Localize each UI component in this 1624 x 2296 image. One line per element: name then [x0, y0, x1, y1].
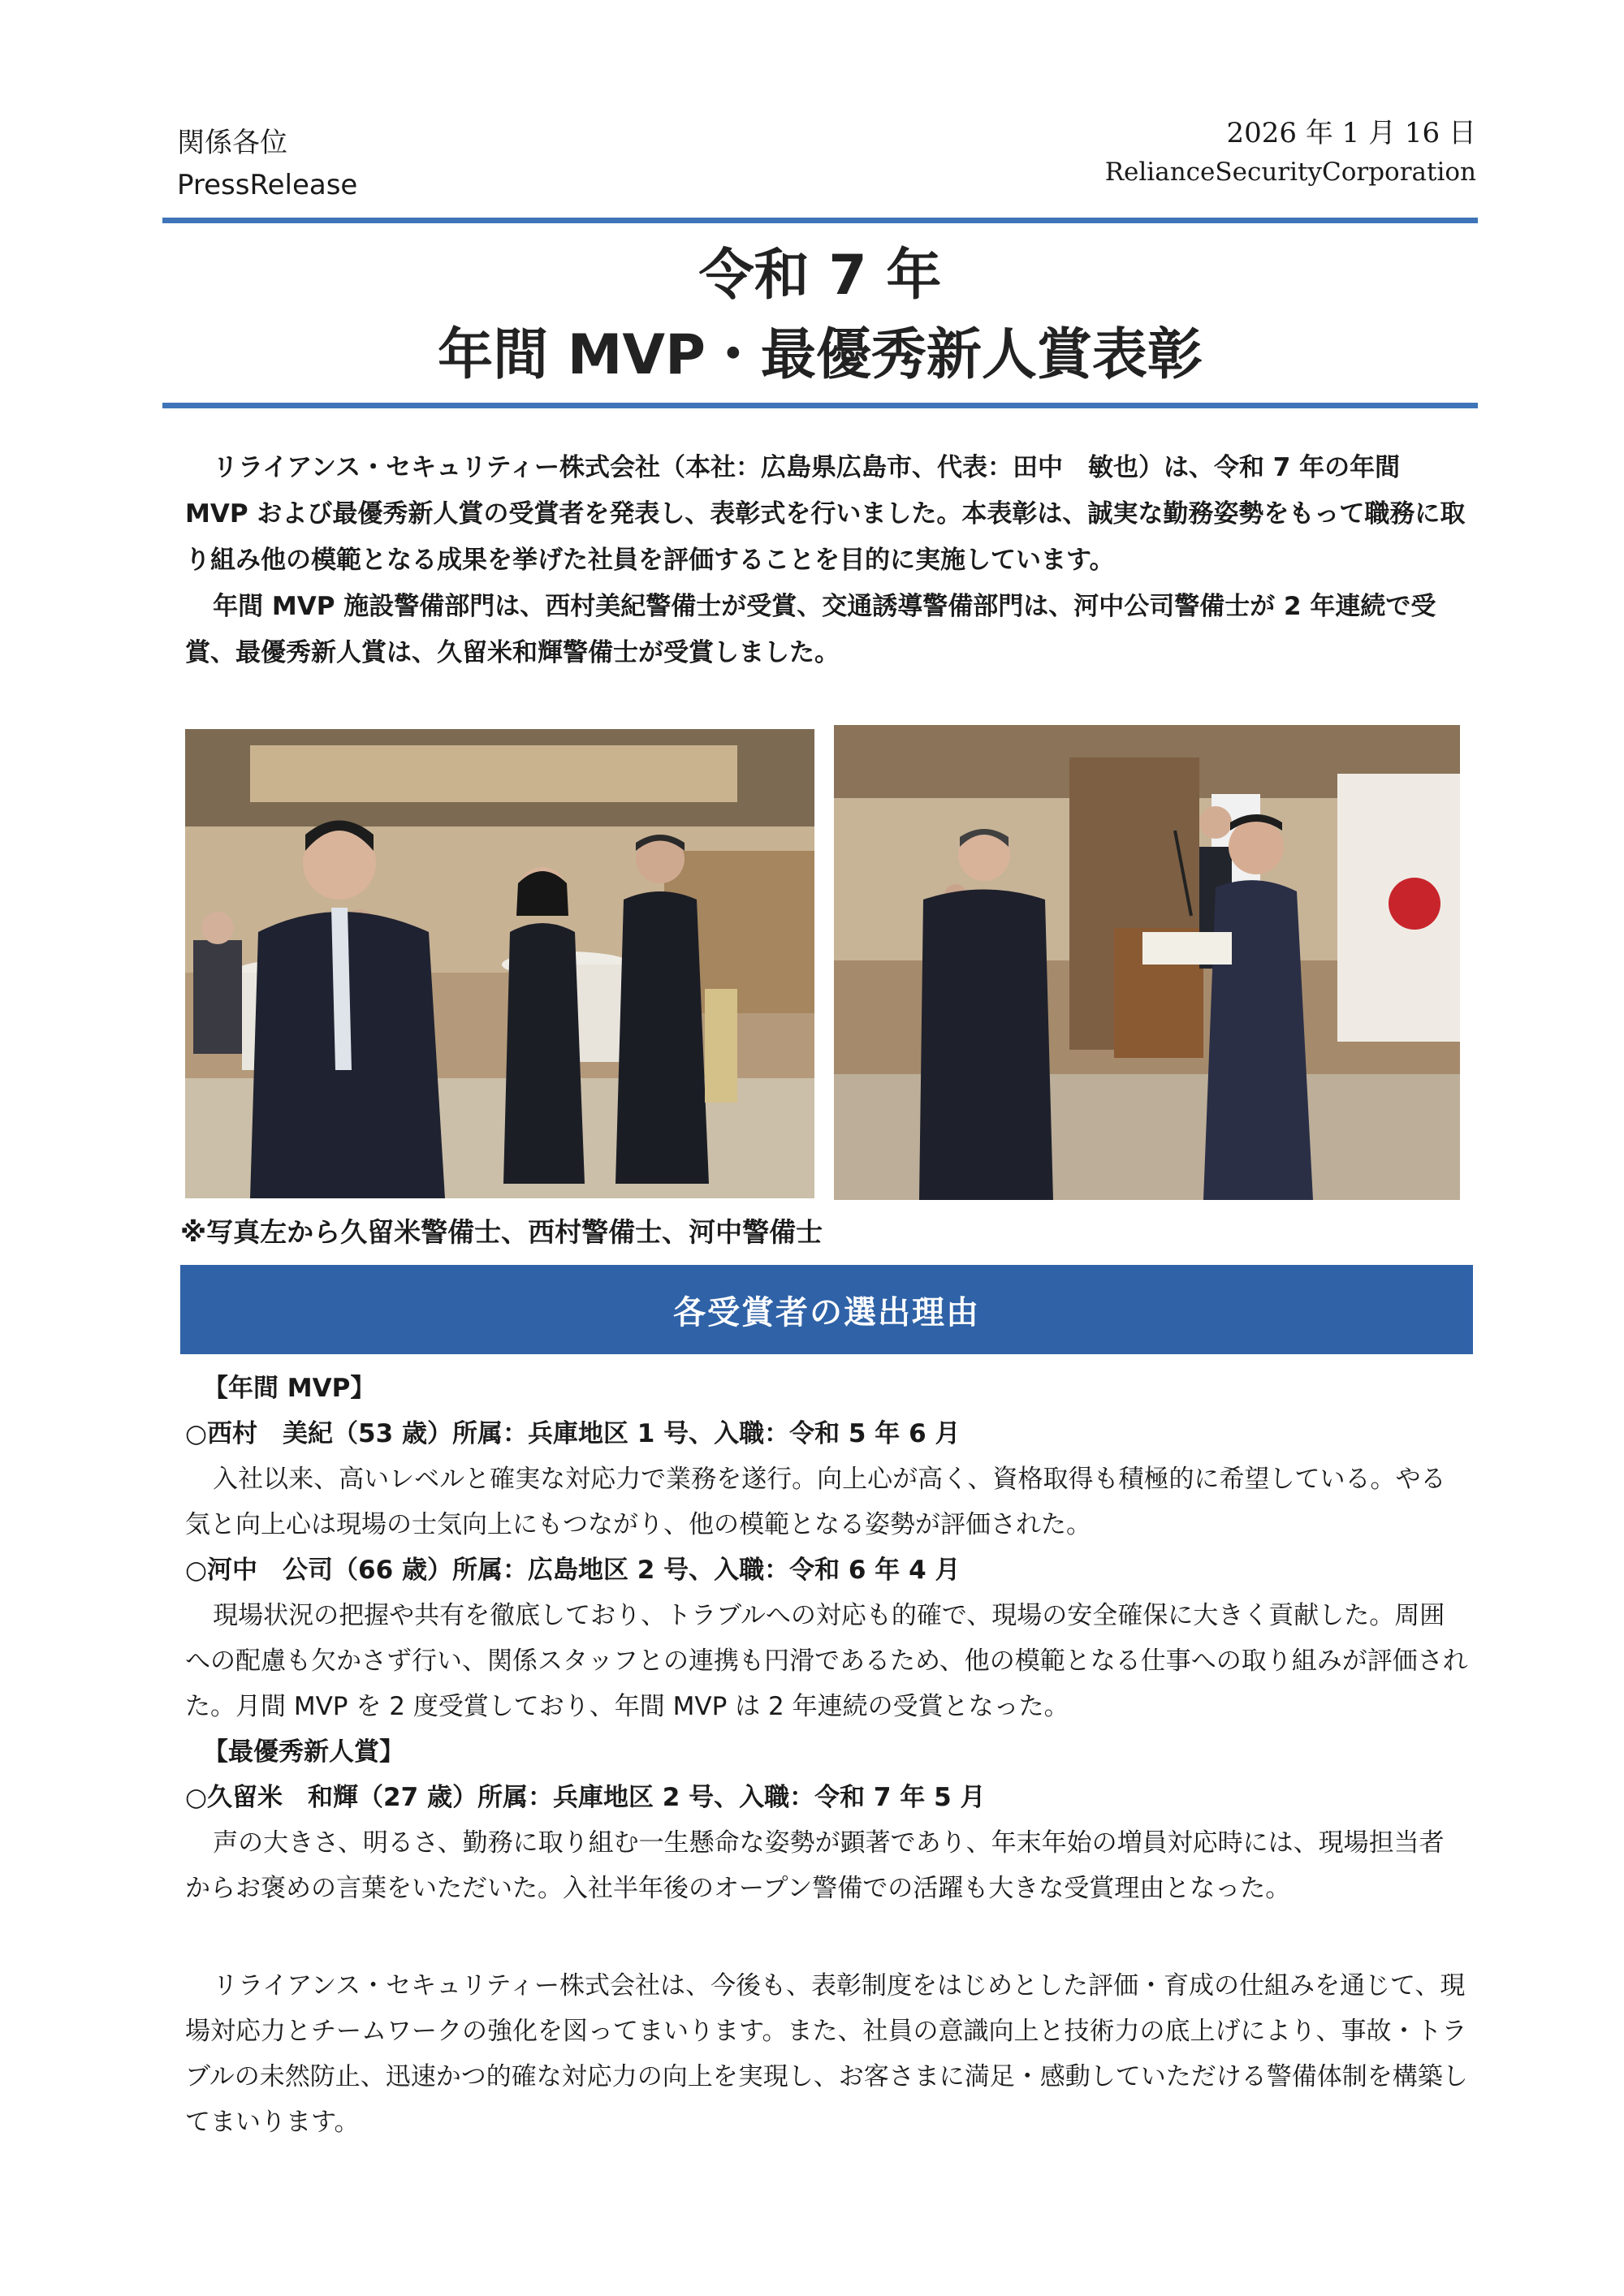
header-right: [1105, 114, 1476, 192]
header-left: [177, 122, 357, 206]
company-name: RelianceSecurityCorporation: [1104, 158, 1476, 187]
title-line-2: 年間 MVP・最優秀新人賞表彰: [438, 323, 1203, 387]
awardee-heading: ○西村 美紀（53 歳）所属：兵庫地区 1 号、入職：令和 5 年 6 月: [185, 1419, 961, 1448]
awardee-reason: 現場状況の把握や共有を徹底しており、トラブルへの対応も的確で、現場の安全確保に大きく貢献した。周囲への配慮も欠かさず行い、関係スタッフとの連携も円滑であるため、他の模範となる仕事への取り組みが評価された。月間 MVP を 2 度受賞しており、年間 MVP は 2 年連続の受賞となった。: [185, 1601, 1468, 1721]
mvp-category-label: 【年間 MVP】: [203, 1374, 376, 1403]
photo-award-presentation: [834, 725, 1460, 1200]
closing-paragraph: リライアンス・セキュリティー株式会社は、今後も、表彰制度をはじめとした評価・育成の仕組みを通じて、現場対応力とチームワークの強化を図ってまいります。また、社員の意識向上と技術力の底上げにより、事故・トラブルの未然防止、迅速かつ的確な対応力の向上を実現し、お客さまに満足・感動していただける警備体制を構築してまいります。: [185, 1971, 1468, 2137]
section-banner: 各受賞者の選出理由: [180, 1265, 1473, 1354]
bottom-rule: [162, 403, 1478, 408]
rookie-category-label: 【最優秀新人賞】: [203, 1737, 404, 1767]
awardee-heading: ○久留米 和輝（27 歳）所属：兵庫地区 2 号、入職：令和 7 年 5 月: [185, 1783, 986, 1812]
top-rule: [162, 218, 1478, 223]
intro-paragraph-1: リライアンス・セキュリティー株式会社（本社：広島県広島市、代表：田中 敏也）は、令和 7 年の年間 MVP および最優秀新人賞の受賞者を発表し、表彰式を行いました。本表彰は、誠実な勤務姿勢をもって職務に取り組み他の模範となる成果を挙げた社員を評価することを目的に実施しています。: [185, 453, 1466, 575]
intro: [185, 445, 1468, 676]
title-line-1: 令和 7 年: [698, 244, 942, 308]
photo-caption: ※写真左から久留米警備士、西村警備士、河中警備士: [180, 1216, 823, 1248]
recipient: 関係各位: [177, 127, 287, 159]
release-date: 2026 年 1 月 16 日: [1226, 117, 1476, 149]
intro-paragraph-2: 年間 MVP 施設警備部門は、西村美紀警備士が受賞、交通誘導警備部門は、河中公司警備士が 2 年連続で受賞、最優秀新人賞は、久留米和輝警備士が受賞しました。: [185, 592, 1436, 667]
photo-awardees-lineup: [185, 729, 814, 1198]
awardee-heading: ○河中 公司（66 歳）所属：広島地区 2 号、入職：令和 6 年 4 月: [185, 1556, 961, 1585]
awardee-reason: 声の大きさ、明るさ、勤務に取り組む一生懸命な姿勢が顕著であり、年末年始の増員対応時には、現場担当者からお褒めの言葉をいただいた。入社半年後のオープン警備での活躍も大きな受賞理由となった。: [185, 1828, 1445, 1903]
awardee-reasons: [185, 1366, 1468, 1911]
closing-statement: [185, 1963, 1468, 2145]
awardee-reason: 入社以来、高いレベルと確実な対応力で業務を遂行。向上心が高く、資格取得も積極的に希望している。やる気と向上心は現場の士気向上にもつながり、他の模範となる姿勢が評価された。: [185, 1465, 1446, 1539]
doc-type: PressRelease: [177, 169, 358, 201]
